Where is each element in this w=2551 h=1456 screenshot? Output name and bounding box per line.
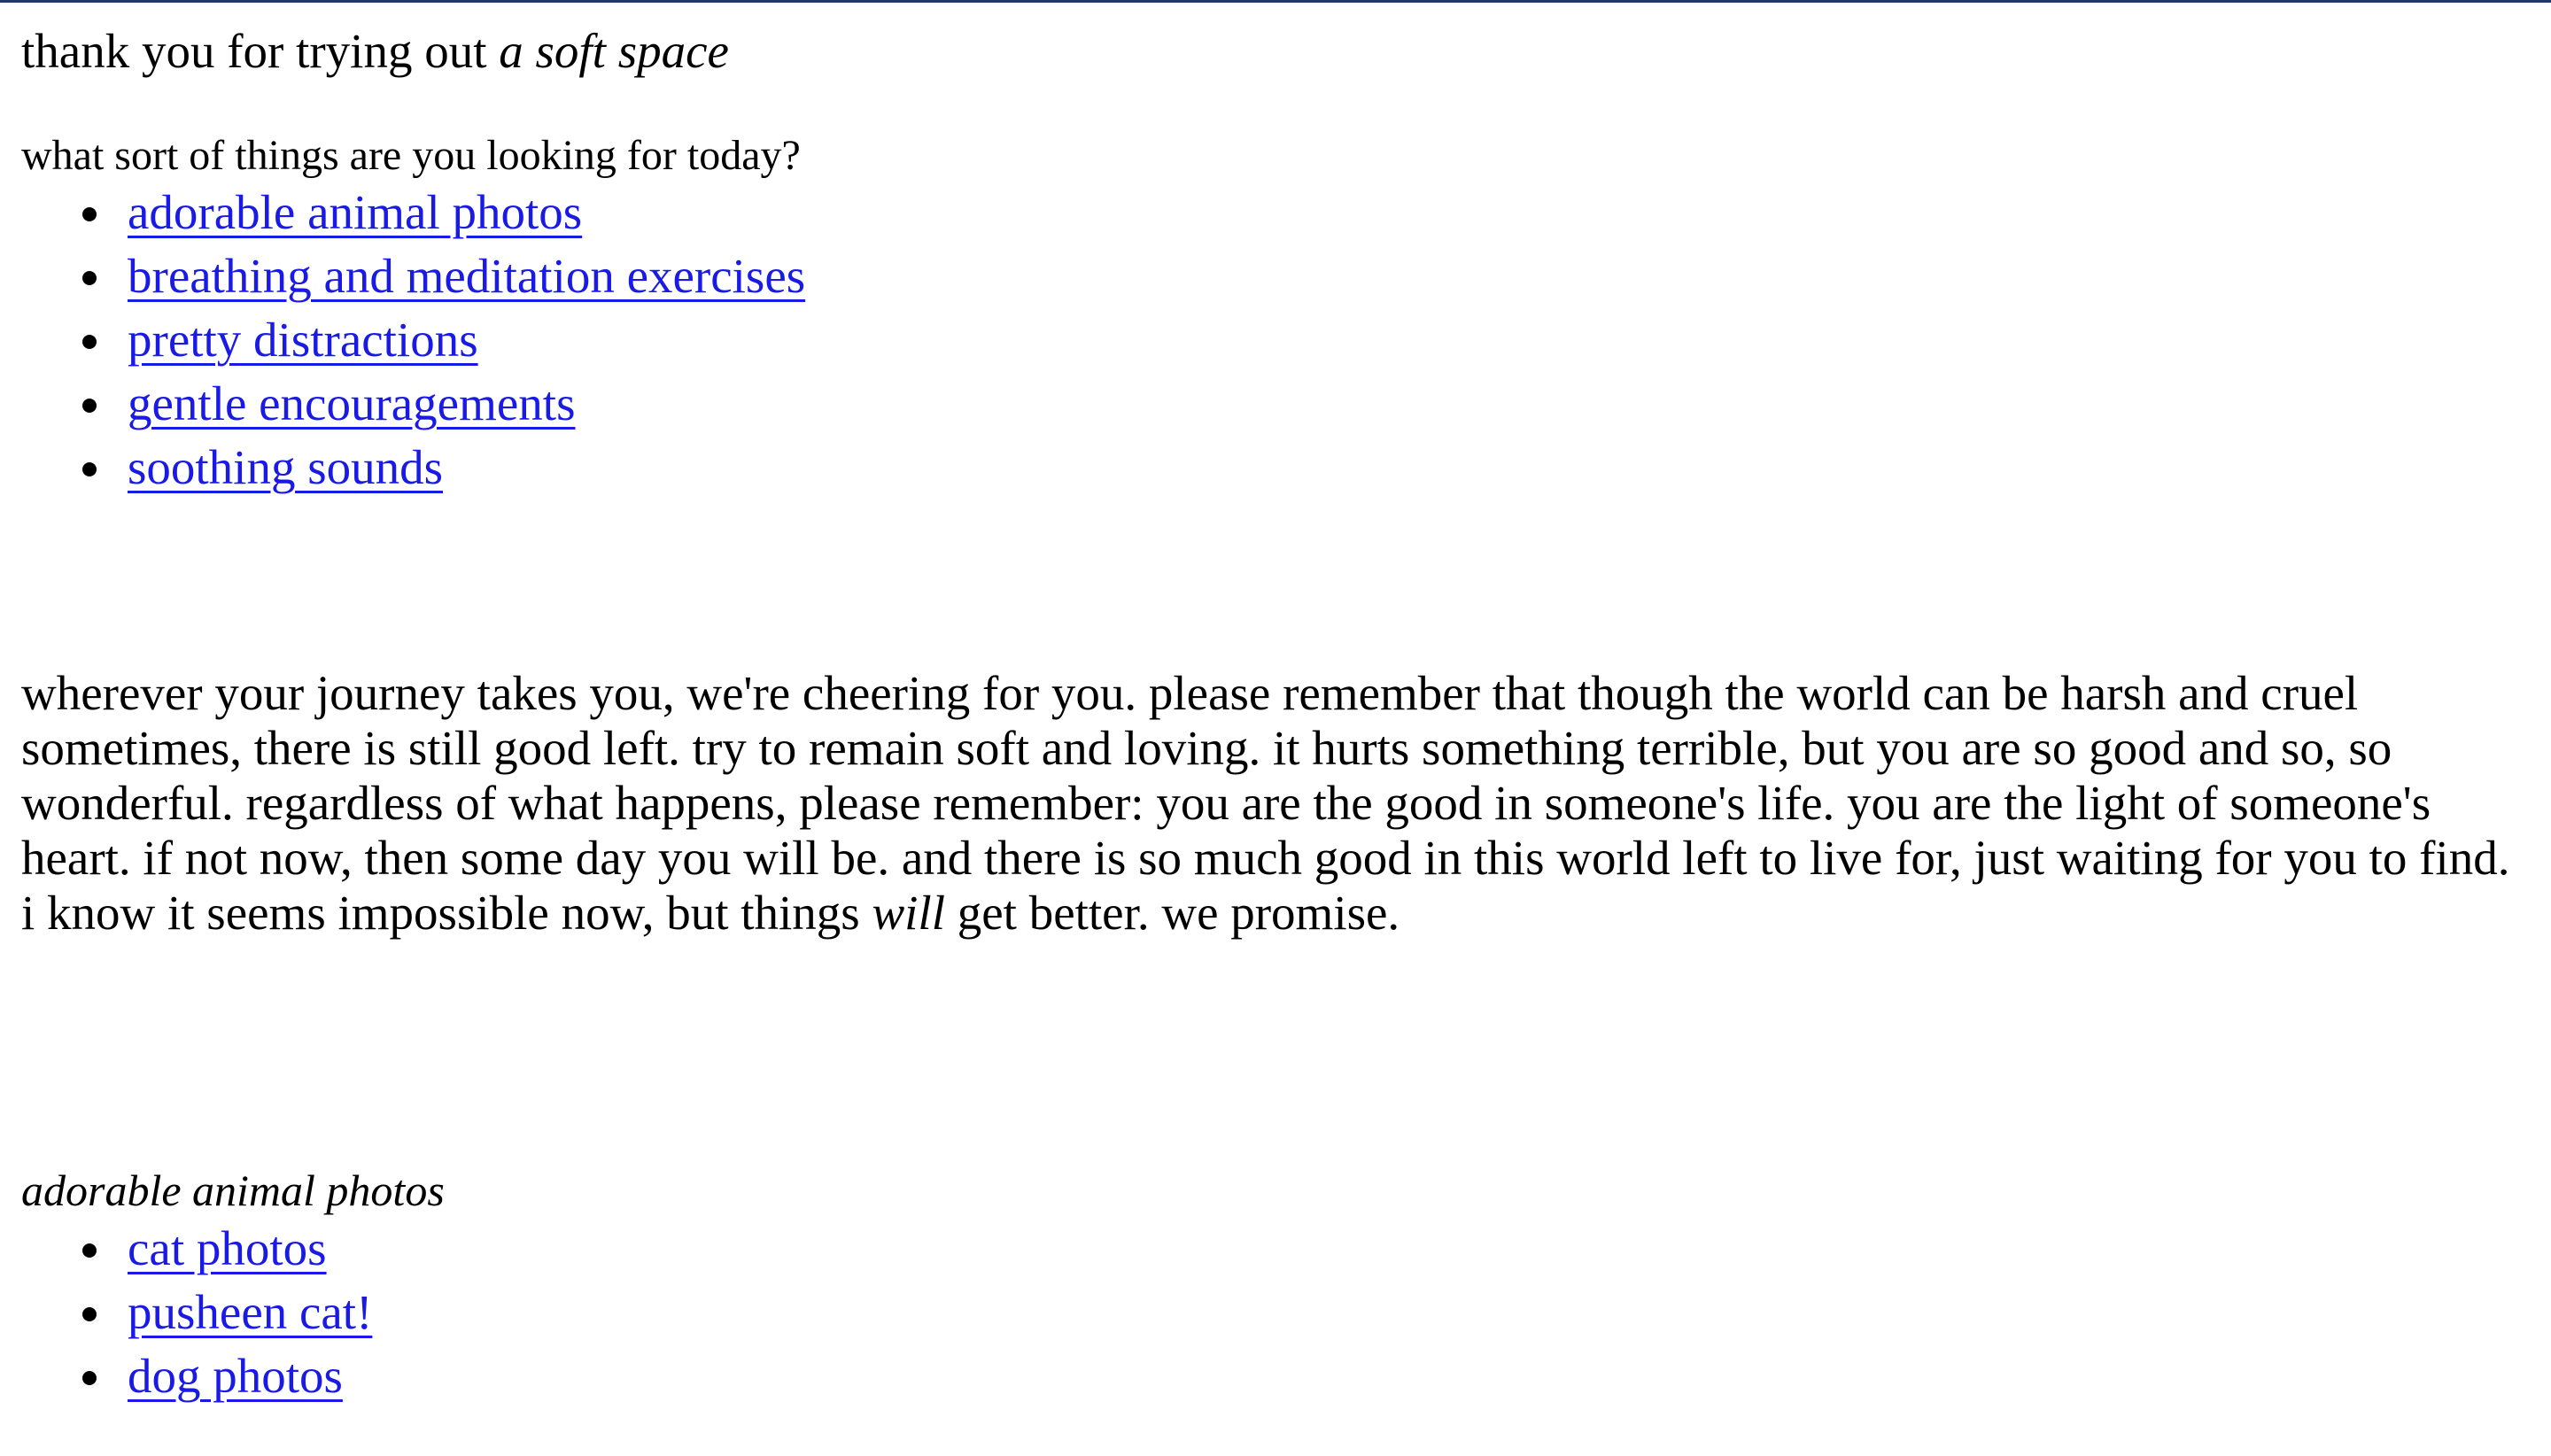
encouragement-text-after: get better. we promise. [945,886,1400,940]
list-item [21,308,2530,372]
bullet-icon [82,462,97,476]
list-item [21,1344,2530,1408]
list-item [21,1281,2530,1344]
bullet-icon [82,271,97,285]
encouragement-emphasis: will [872,886,945,940]
link-soothing-sounds[interactable]: soothing sounds [128,440,444,494]
link-dog-photos[interactable]: dog photos [128,1349,343,1403]
bullet-icon [82,1243,97,1258]
list-item [21,372,2530,436]
bullet-icon [82,1371,97,1385]
intro-prompt: what sort of things are you looking for today? [21,132,801,179]
list-item [21,181,2530,244]
list-item [21,436,2530,500]
page-title [21,23,2530,80]
link-cat-photos[interactable]: cat photos [128,1221,327,1275]
page-title-prefix: thank you for trying out [21,24,500,78]
link-pusheen-cat[interactable]: pusheen cat! [128,1285,373,1339]
list-item [21,244,2530,308]
section-title-animal-photos: adorable animal photos [21,1166,445,1215]
list-item [21,1217,2530,1281]
animal-link-list [21,1217,2530,1408]
bullet-icon [82,207,97,221]
link-breathing-meditation[interactable]: breathing and meditation exercises [128,249,806,303]
link-gentle-encouragements[interactable]: gentle encouragements [128,376,576,430]
encouragement-paragraph [21,666,2530,941]
encouragement-text-before: wherever your journey takes you, we're cheering for you. please remember that though the world can be harsh and cruel sometimes, there is still good left. try to remain soft and loving. it hurts something terrible, but you are so good and so, so wonderful. regardless of what happens, please remember: you are the good in someone's life. you are the light of someone's heart. if not now, then some day you will be. and there is so much good in this world left to live for, just waiting for you to find. i know it seems impossible now, but things [21,666,2510,940]
link-adorable-animal-photos[interactable]: adorable animal photos [128,185,583,239]
link-pretty-distractions[interactable]: pretty distractions [128,313,478,367]
category-link-list [21,181,2530,500]
bullet-icon [82,1307,97,1321]
bullet-icon [82,399,97,413]
page-content [21,0,2530,1408]
page-title-emphasis: a soft space [499,24,729,78]
bullet-icon [82,335,97,349]
